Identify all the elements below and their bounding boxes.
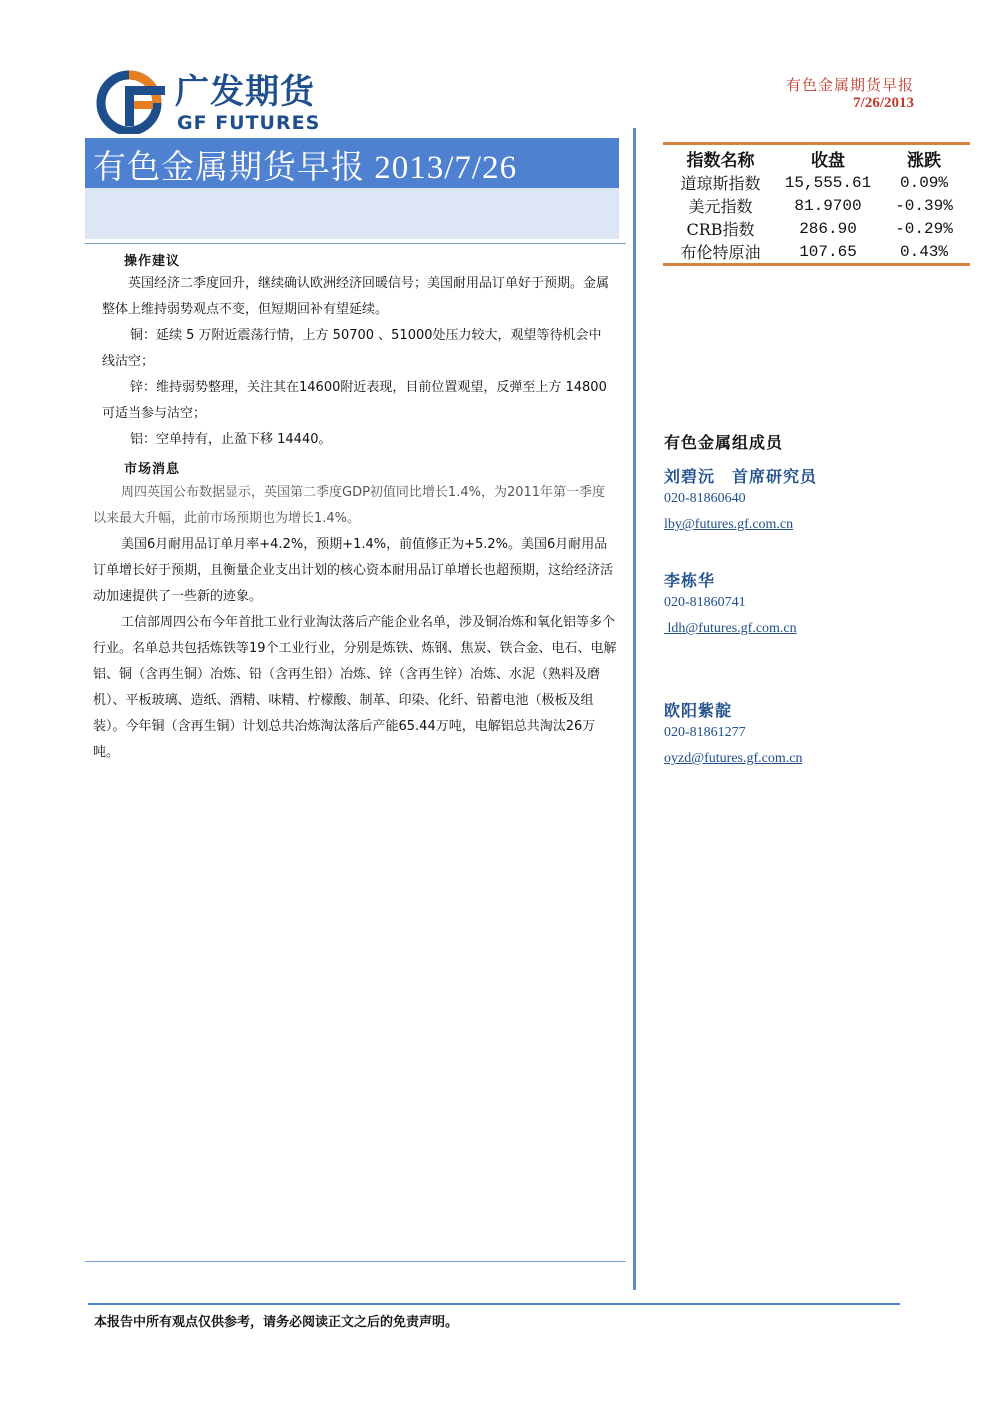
news-paragraph: 美国6月耐用品订单月率+4.2%，预期+1.4%，前值修正为+5.2%。美国6月耐用品订单增长好于预期，且衡量企业支出计划的核心资本耐用品订单增长也超预期，这给经济活动加速提供了一些新的迹象。 (93, 537, 614, 604)
advice-paragraph: 锌：维持弱势整理，关注其在14600附近表现，目前位置观望，反弹至上方 14800可适当参与沽空； (102, 380, 607, 421)
table-header: 涨跌 (907, 150, 941, 171)
news-heading: 市场消息 (124, 462, 181, 477)
table-cell: 0.09% (899, 173, 948, 192)
table-cell: -0.39% (895, 196, 953, 215)
member-email-link[interactable]: ldh@futures.gf.com.cn (664, 621, 797, 636)
gf-logo-icon (95, 68, 173, 134)
table-cell: 15,555.61 (784, 173, 872, 192)
table-header: 指数名称 (686, 150, 755, 171)
table-row (663, 171, 970, 194)
table-cell: CRB指数 (686, 220, 755, 239)
member-phone: 020-81860741 (664, 595, 746, 610)
advice-block (102, 271, 610, 453)
content-bottom-rule (85, 1261, 626, 1262)
index-table-grid (663, 145, 970, 263)
logo-cn-text: 广发期货 (175, 72, 315, 112)
member-phone: 020-81861277 (664, 725, 746, 740)
table-row (663, 217, 970, 240)
footer-rule (88, 1303, 900, 1305)
members-heading: 有色金属组成员 (664, 433, 784, 452)
header-date: 7/26/2013 (853, 95, 914, 111)
member-phone: 020-81860640 (664, 491, 746, 506)
title-subbox (85, 188, 619, 239)
table-cell: -0.29% (895, 219, 953, 238)
news-paragraph: 工信部周四公布今年首批工业行业淘汰落后产能企业名单，涉及铜冶炼和氧化铝等多个行业。名单总共包括炼铁等19个工业行业，分别是炼铁、炼钢、焦炭、铁合金、电石、电解铝、铜（含再生铜）冶炼、铅（含再生铅）冶炼、锌（含再生锌）冶炼、水泥（熟料及磨机）、平板玻璃、造纸、酒精、味精、柠檬酸、制革、印染、化纤、铅蓄电池（极板及组装）。今年铜（含再生铜）计划总共冶炼淘汰落后产能65.44万吨，电解铝总共淘汰26万吨。 (93, 615, 617, 760)
news-paragraph: 周四英国公布数据显示，英国第二季度GDP初值同比增长1.4%，为2011年第一季度以来最大升幅，此前市场预期也为增长1.4%。 (93, 485, 606, 526)
table-cell: 美元指数 (688, 197, 753, 216)
column-divider (633, 128, 636, 1290)
advice-heading: 操作建议 (124, 254, 181, 269)
index-table (663, 142, 970, 266)
member-email-link[interactable]: oyzd@futures.gf.com.cn (664, 751, 803, 766)
table-cell: 道琼斯指数 (680, 174, 761, 193)
page-title: 有色金属期货早报 2013/7/26 (93, 150, 518, 186)
table-header-row (663, 145, 970, 171)
table-row (663, 240, 970, 263)
logo-en-text: GF FUTURES (177, 112, 321, 134)
news-block (93, 480, 617, 766)
advice-paragraph: 英国经济二季度回升，继续确认欧洲经济回暖信号；美国耐用品订单好于预期。金属整体上维持弱势观点不变，但短期回补有望延续。 (102, 276, 610, 317)
table-cell: 81.9700 (794, 196, 862, 215)
table-row (663, 194, 970, 217)
table-bottom-rule (663, 263, 970, 266)
advice-paragraph: 铜：延续 5 万附近震荡行情，上方 50700 、51000处压力较大，观望等待机会中线沽空； (102, 328, 602, 369)
table-cell: 0.43% (899, 242, 948, 261)
disclaimer-text: 本报告中所有观点仅供参考，请务必阅读正文之后的免责声明。 (94, 1315, 459, 1330)
table-cell: 286.90 (799, 219, 857, 238)
header-report-name: 有色金属期货早报 (785, 76, 914, 94)
advice-paragraph: 铝：空单持有，止盈下移 14440。 (130, 432, 332, 447)
member-email-link[interactable]: lby@futures.gf.com.cn (664, 517, 794, 532)
member-name: 李栋华 (664, 571, 716, 590)
title-divider (85, 243, 626, 244)
member-name: 欧阳紫靛 (664, 701, 733, 720)
gf-futures-logo (95, 68, 340, 134)
table-cell: 107.65 (799, 242, 857, 261)
table-cell: 布伦特原油 (680, 243, 761, 262)
table-header: 收盘 (811, 150, 845, 171)
member-name: 刘碧沅 首席研究员 (664, 467, 818, 486)
title-banner (85, 138, 619, 188)
